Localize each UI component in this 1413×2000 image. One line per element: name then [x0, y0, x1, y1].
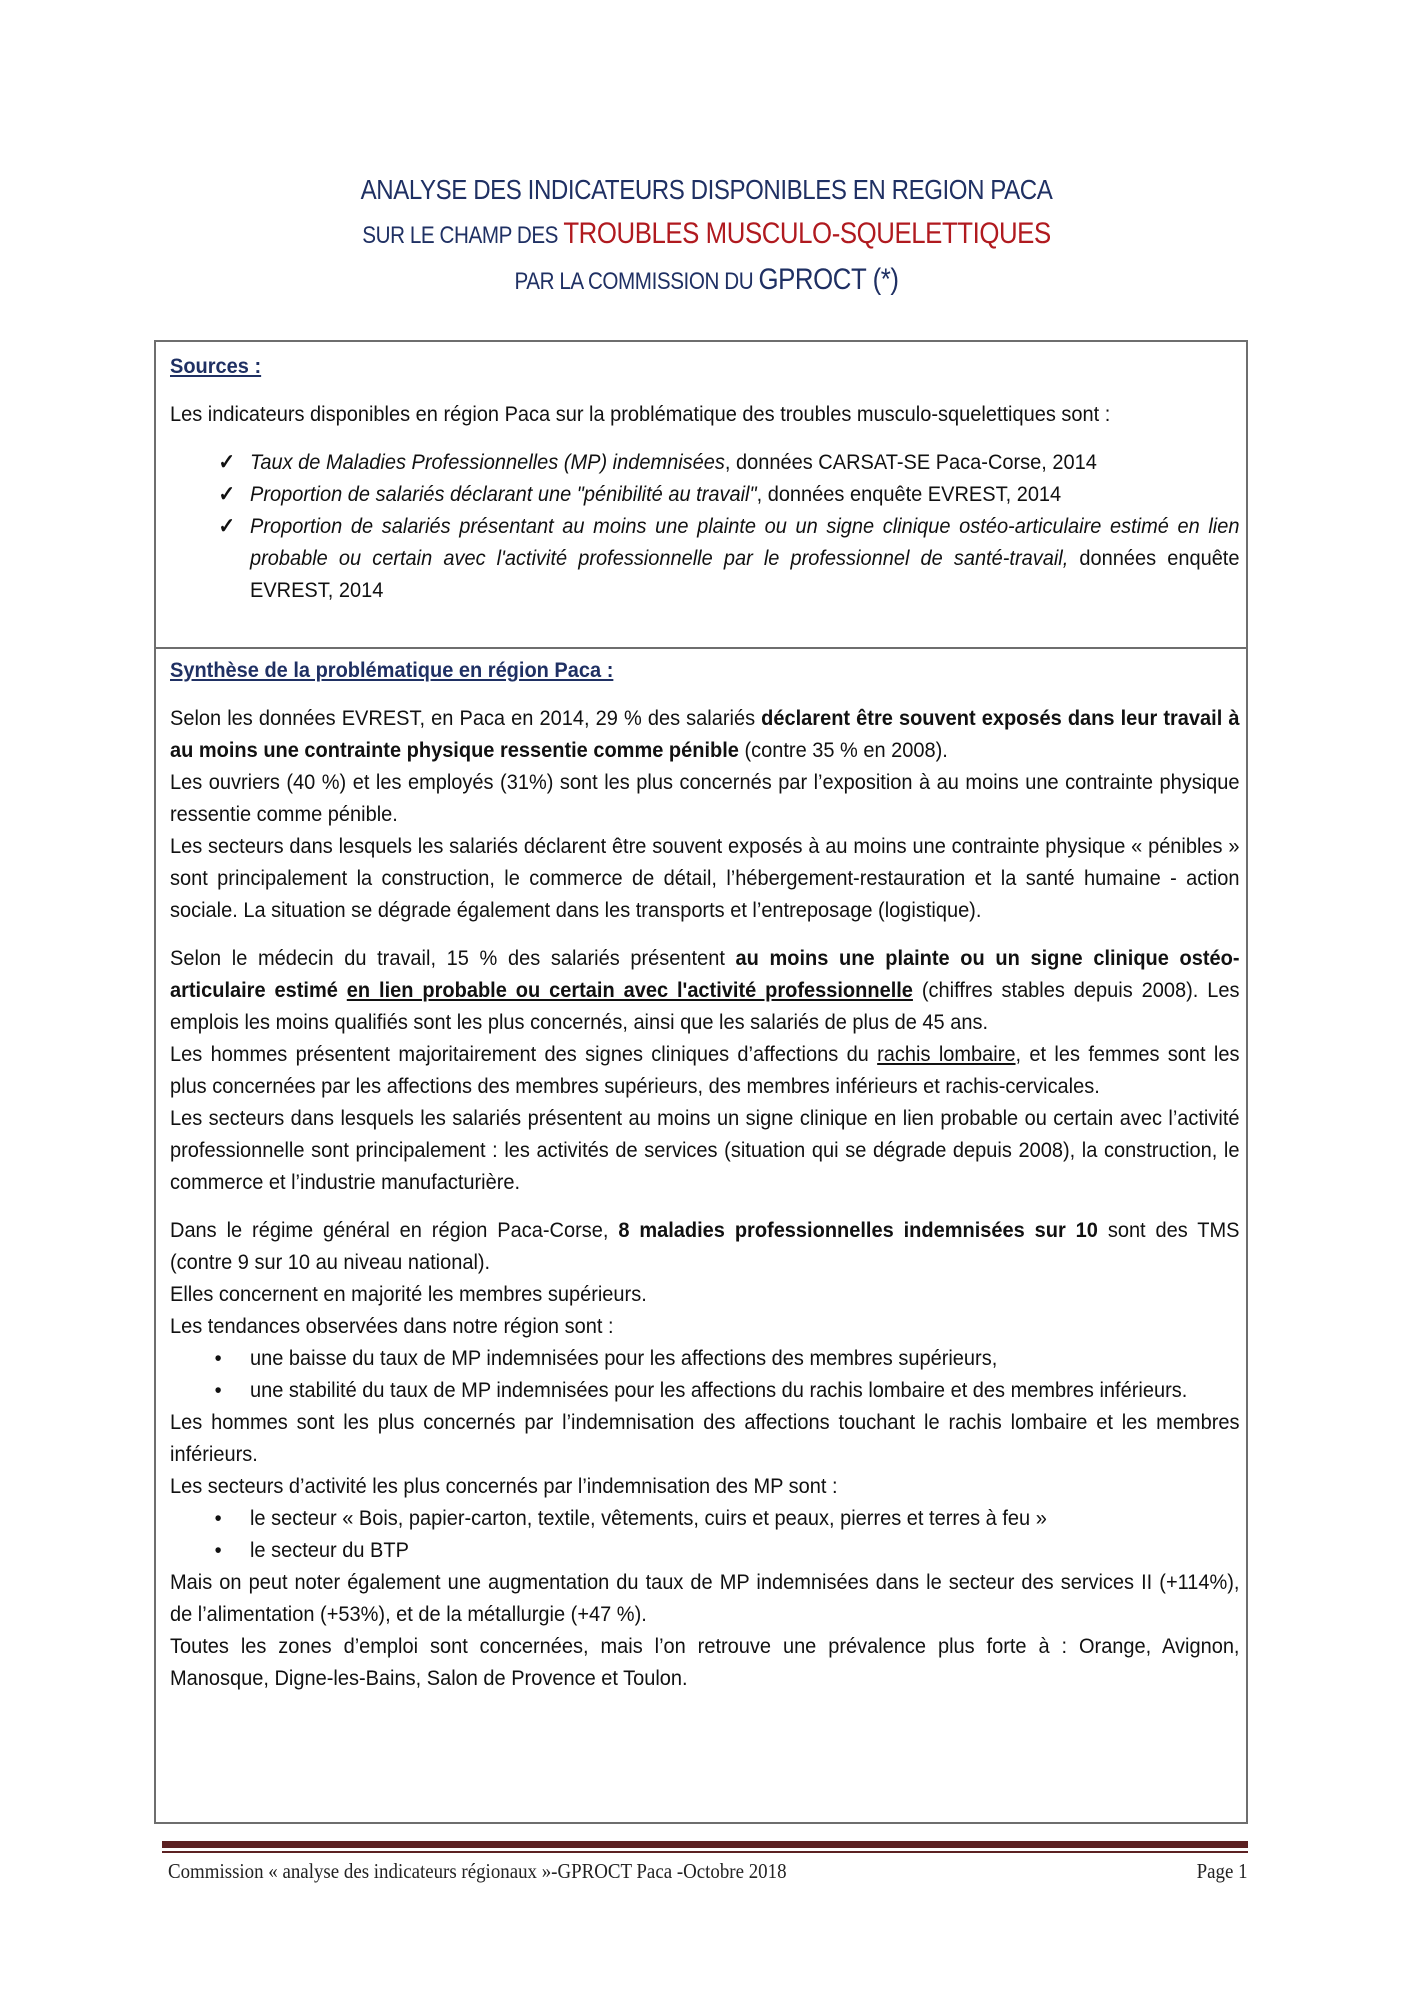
sources-section: [170, 350, 1240, 606]
trends-list: [170, 1342, 1240, 1406]
list-item: • le secteur « Bois, papier-carton, textile, vêtements, cuirs et peaux, pierres et terres à feu »: [215, 1502, 1240, 1534]
list-item: • une baisse du taux de MP indemnisées pour les affections des membres supérieurs,: [215, 1342, 1240, 1374]
source-item: ✓ Taux de Maladies Professionnelles (MP) indemnisées, données CARSAT-SE Paca-Corse, 2014: [218, 446, 1239, 478]
paragraph: Dans le régime général en région Paca-Corse, 8 maladies professionnelles indemnisées sur 10 sont des TMS (contre 9 sur 10 au niveau national).: [170, 1218, 1240, 1274]
synthese-heading: Synthèse de la problématique en région Paca :: [170, 658, 614, 682]
paragraph: Les ouvriers (40 %) et les employés (31%) sont les plus concernés par l’exposition à au moins une contrainte physique ressentie comme pénible.: [170, 770, 1240, 826]
title-line-2: SUR LE CHAMP DES TROUBLES MUSCULO-SQUELETTIQUES: [362, 217, 1051, 250]
sources-intro: Les indicateurs disponibles en région Paca sur la problématique des troubles musculo-squelettiques sont :: [170, 402, 1111, 426]
page-number: Page 1: [1197, 1859, 1248, 1883]
paragraph: Les secteurs dans lesquels les salariés présentent au moins un signe clinique en lien probable ou certain avec l’activité professionnelle sont principalement : les activités de services (situation qui se dégrade depuis 2008), la construction, le commerce et l’industrie manufacturière.: [170, 1106, 1240, 1194]
footer-rule-thin: [162, 1851, 1248, 1853]
paragraph: Mais on peut noter également une augmentation du taux de MP indemnisées dans le secteur des services II (+114%), de l’alimentation (+53%), et de la métallurgie (+47 %).: [170, 1570, 1240, 1626]
list-item: • le secteur du BTP: [215, 1534, 1240, 1566]
paragraph: Les secteurs d’activité les plus concernés par l’indemnisation des MP sont :: [170, 1474, 838, 1498]
bullet-icon: •: [214, 1506, 222, 1530]
check-icon: ✓: [218, 514, 236, 538]
paragraph: Les tendances observées dans notre région sont :: [170, 1314, 614, 1338]
paragraph: Les hommes présentent majoritairement des signes cliniques d’affections du rachis lombaire, et les femmes sont les plus concernées par les affections des membres supérieurs, des membres inférieurs et rachis-cervicales.: [170, 1042, 1240, 1098]
document-title: [0, 168, 1413, 304]
paragraph: Selon les données EVREST, en Paca en 2014, 29 % des salariés déclarent être souvent exposés dans leur travail à au moins une contrainte physique ressentie comme pénible (contre 35 % en 2008).: [170, 706, 1240, 762]
content-box: [154, 340, 1248, 1824]
source-item: ✓ Proportion de salariés présentant au moins une plainte ou un signe clinique ostéo-articulaire estimé en lien probable ou certain avec l'activité professionnelle par le professionnel de santé-travail, données enquête EVREST, 2014: [218, 510, 1239, 606]
section-divider: [156, 647, 1246, 649]
sectors-list: [170, 1502, 1240, 1566]
footer-text: Commission « analyse des indicateurs régionaux »-GPROCT Paca -Octobre 2018: [168, 1859, 787, 1883]
synthese-section: [170, 654, 1240, 1694]
check-icon: ✓: [218, 482, 236, 506]
sources-heading: Sources :: [170, 354, 262, 378]
list-item: • une stabilité du taux de MP indemnisées pour les affections du rachis lombaire et des membres inférieurs.: [215, 1374, 1240, 1406]
title-line-1: ANALYSE DES INDICATEURS DISPONIBLES EN REGION PACA: [360, 174, 1053, 205]
title-line-3: PAR LA COMMISSION DU GPROCT (*): [514, 263, 899, 296]
bullet-icon: •: [214, 1346, 222, 1370]
paragraph: Selon le médecin du travail, 15 % des salariés présentent au moins une plainte ou un signe clinique ostéo-articulaire estimé en lien probable ou certain avec l'activité professionnelle (chiffres stables depuis 2008). Les emplois les moins qualifiés sont les plus concernés, ainsi que les salariés de plus de 45 ans.: [170, 946, 1240, 1034]
bullet-icon: •: [214, 1378, 222, 1402]
bullet-icon: •: [214, 1538, 222, 1562]
source-item: ✓ Proportion de salariés déclarant une "pénibilité au travail", données enquête EVREST, 2014: [218, 478, 1239, 510]
check-icon: ✓: [218, 450, 236, 474]
paragraph: Les secteurs dans lesquels les salariés déclarent être souvent exposés à au moins une contrainte physique « pénibles » sont principalement la construction, le commerce de détail, l’hébergement-restauration et la santé humaine - action sociale. La situation se dégrade également dans les transports et l’entreposage (logistique).: [170, 834, 1240, 922]
footer-rule-thick: [162, 1841, 1248, 1848]
paragraph: Elles concernent en majorité les membres supérieurs.: [170, 1282, 647, 1306]
paragraph: Toutes les zones d’emploi sont concernées, mais l’on retrouve une prévalence plus forte à : Orange, Avignon, Manosque, Digne-les-Bains, Salon de Provence et Toulon.: [170, 1634, 1240, 1690]
sources-list: [170, 446, 1240, 606]
paragraph: Les hommes sont les plus concernés par l’indemnisation des affections touchant le rachis lombaire et les membres inférieurs.: [170, 1410, 1240, 1466]
